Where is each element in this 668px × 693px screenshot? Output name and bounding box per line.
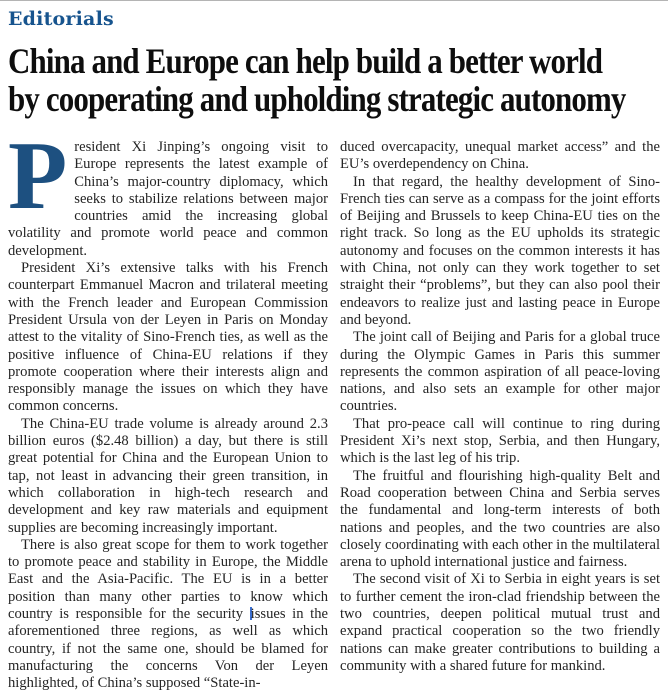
- paragraph-9: The fruitful and flourishing high-quality Belt and Road cooperation between China and Serbia serves the fundamental and long-term interests of both nations and peoples, and the two countries are also closely coordinating with each other in the multilateral arena to uphold international justice and fairness.: [340, 467, 660, 571]
- paragraph-6: In that regard, the healthy development of Sino-French ties can serve as a compass for the joint efforts of Beijing and Brussels to keep China-EU ties on the right track. So long as the EU upholds its strategic autonomy and focuses on the common interests it has with China, not only can they work together to set straight their “problems”, but they can also pool their endeavors to realize just and lasting peace in Europe and beyond.: [340, 173, 660, 328]
- paragraph-1-text: resident Xi Jinping’s ongoing visit to Europe represents the latest example of China’s major-country diplomacy, which seeks to stabilize relations between major countries amid the increasing global volatility and promote world peace and common development.: [8, 139, 328, 259]
- masthead: [0, 1, 668, 30]
- drop-cap-letter: P: [8, 122, 68, 229]
- article-body: [0, 118, 668, 693]
- paragraph-4-text-after-cursor: issues in the aforementioned three regions, as well as which country, if not the same one, should be blamed for manufacturing the concerns Von der Leyen highlighted, of China’s supposed “State-in-: [8, 606, 328, 692]
- right-column: [340, 139, 660, 693]
- paragraph-4: [8, 537, 328, 693]
- headline-line-2: by cooperating and upholding strategic autonomy: [8, 79, 626, 119]
- paragraph-1: [8, 122, 328, 260]
- headline-line-1: China and Europe can help build a better world: [8, 41, 603, 81]
- paragraph-5-continuation: duced overcapacity, unequal market access” and the EU’s overdependency on China.: [340, 139, 660, 173]
- paragraph-7: The joint call of Beijing and Paris for a global truce during the Olympic Games in Paris this summer represents the common aspiration of all peace-loving nations, and also sets an example for other major countries.: [340, 329, 660, 415]
- section-label-editorials: Editorials: [8, 8, 114, 30]
- article-headline: [0, 30, 668, 118]
- paragraph-10: The second visit of Xi to Serbia in eight years is set to further cement the iron-clad friendship between the two countries, deepen political mutual trust and expand practical cooperation so the two friendly nations can make greater contributions to building a community with a shared future for mankind.: [340, 571, 660, 674]
- paragraph-8: That pro-peace call will continue to ring during President Xi’s next stop, Serbia, and then Hungary, which is the last leg of his trip.: [340, 415, 660, 467]
- paragraph-2: President Xi’s extensive talks with his French counterpart Emmanuel Macron and trilateral meeting with the French leader and European Commission President Ursula von der Leyen in Paris on Monday attest to the vitality of Sino-French ties, as well as the positive influence of China-EU relations if they promote cooperation where their interests align and responsibly manage the issues on which they have common concerns.: [8, 260, 328, 415]
- left-column: [8, 122, 328, 693]
- paragraph-3: The China-EU trade volume is already around 2.3 billion euros ($2.48 billion) a day, but there is still great potential for China and the European Union to tap, not least in advancing their green transition, in which collaboration in high-tech research and development and key raw materials and equipment supplies are becoming increasingly important.: [8, 415, 328, 536]
- paragraph-4-text-before-cursor: There is also great scope for them to work together to promote peace and stability in Europe, the Middle East and the Asia-Pacific. The EU is in a better position than many other parties to know which country is responsible for the security: [8, 536, 328, 623]
